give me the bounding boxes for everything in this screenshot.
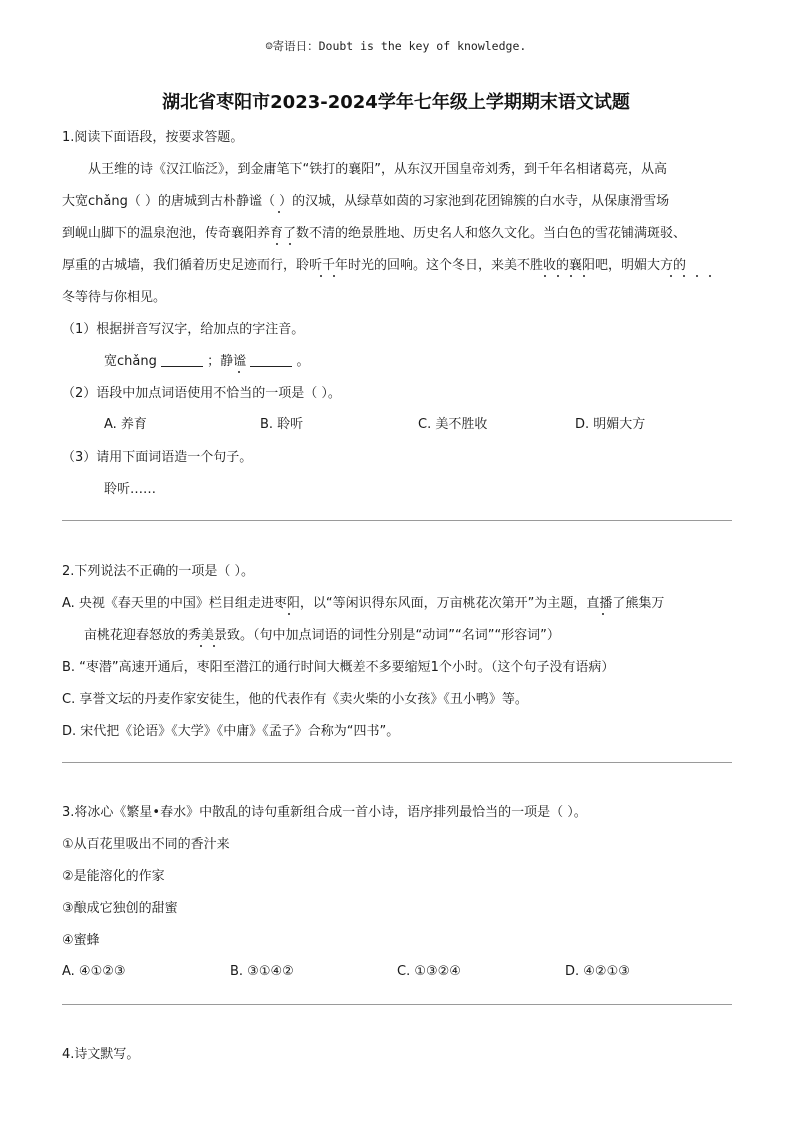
answer-blank[interactable] (250, 352, 292, 367)
q1-option-a[interactable]: A. 养育 (104, 417, 147, 432)
divider (62, 1004, 732, 1005)
q3-option-c[interactable]: C. ①③②④ (397, 964, 461, 979)
answer-blank[interactable] (161, 352, 203, 367)
q1-stem: 1.阅读下面语段，按要求答题。 (62, 130, 244, 145)
q1-sub2: （2）语段中加点词语使用不恰当的一项是（ ）。 (62, 386, 341, 401)
q3-item: ③酿成它独创的甜蜜 (62, 901, 178, 916)
sub1-prompt-c: 。 (296, 354, 310, 369)
q1-option-d[interactable]: D. 明媚大方 (575, 417, 646, 432)
q2-option-d[interactable]: D. 宋代把《论语》《大学》《中庸》《孟子》合称为“四书”。 (62, 724, 400, 739)
q1-sub3: （3）请用下面词语造一个句子。 (62, 450, 253, 465)
page-title: 湖北省枣阳市2023-2024学年七年级上学期期末语文试题 (162, 92, 630, 113)
q3-stem: 3.将冰心《繁星•春水》中散乱的诗句重新组合成一首小诗，语序排列最恰当的一项是（ ）。 (62, 805, 587, 820)
q1-sub3-word: 聆听…… (104, 482, 157, 497)
q4-stem: 4.诗文默写。 (62, 1047, 140, 1062)
emphasis-dot (709, 275, 711, 277)
divider (62, 520, 732, 521)
q1-sub1: （1）根据拼音写汉字，给加点的字注音。 (62, 322, 305, 337)
q3-option-b[interactable]: B. ③①④② (230, 964, 294, 979)
q1-para-line: 厚重的古城墙，我们循着历史足迹而行，聆听千年时光的回响。这个冬日，来美不胜收的襄阳吧，明媚大方的 (62, 258, 687, 273)
q1-para-line: 大宽chǎng（ ）的唐城到古朴静谧（ ）的汉城，从绿草如茵的习家池到花团锦簇的白水寺，从保康滑雪场 (62, 194, 670, 209)
q2-option-a[interactable]: A. 央视《春天里的中国》栏目组走进枣阳，以“等闲识得东风面，万亩桃花次第开”为主题，直播了熊集万 (62, 596, 665, 611)
divider (62, 762, 732, 763)
q1-sub1-answer-line (104, 352, 309, 372)
sub1-prompt-b: ；静谧 (207, 354, 247, 369)
q2-stem: 2.下列说法不正确的一项是（ ）。 (62, 564, 255, 579)
q3-item: ④蜜蜂 (62, 933, 100, 948)
q1-para-line: 到岘山脚下的温泉泡池，传奇襄阳养育了数不清的绝景胜地、历史名人和悠久文化。当白色的雪花铺满斑驳、 (62, 226, 687, 241)
q3-option-d[interactable]: D. ④②①③ (565, 964, 630, 979)
q3-item: ①从百花里吸出不同的香汁来 (62, 837, 230, 852)
q2-option-c[interactable]: C. 享誉文坛的丹麦作家安徒生，他的代表作有《卖火柴的小女孩》《丑小鸭》等。 (62, 692, 528, 707)
q1-para-line: 从王维的诗《汉江临泛》，到金庸笔下“铁打的襄阳”，从东汉开国皇帝刘秀，到千年名相诸葛亮，从高 (88, 162, 667, 177)
sub1-prompt-a: 宽chǎng (104, 354, 157, 369)
q3-item: ②是能溶化的作家 (62, 869, 165, 884)
q3-option-a[interactable]: A. ④①②③ (62, 964, 126, 979)
emphasis-dot (696, 275, 698, 277)
q2-option-b[interactable]: B. “枣潜”高速开通后，枣阳至潜江的通行时间大概差不多要缩短1个小时。（这个句子没有语病） (62, 660, 615, 675)
motto: ☺寄语日：Doubt is the key of knowledge. (265, 39, 527, 53)
q1-para-line: 冬等待与你相见。 (62, 290, 167, 305)
q1-option-b[interactable]: B. 聆听 (260, 417, 304, 432)
q1-option-c[interactable]: C. 美不胜收 (418, 417, 488, 432)
q2-option-a-cont: 亩桃花迎春怒放的秀美景致。（句中加点词语的词性分别是“动词”“名词”“形容词”） (84, 628, 560, 643)
